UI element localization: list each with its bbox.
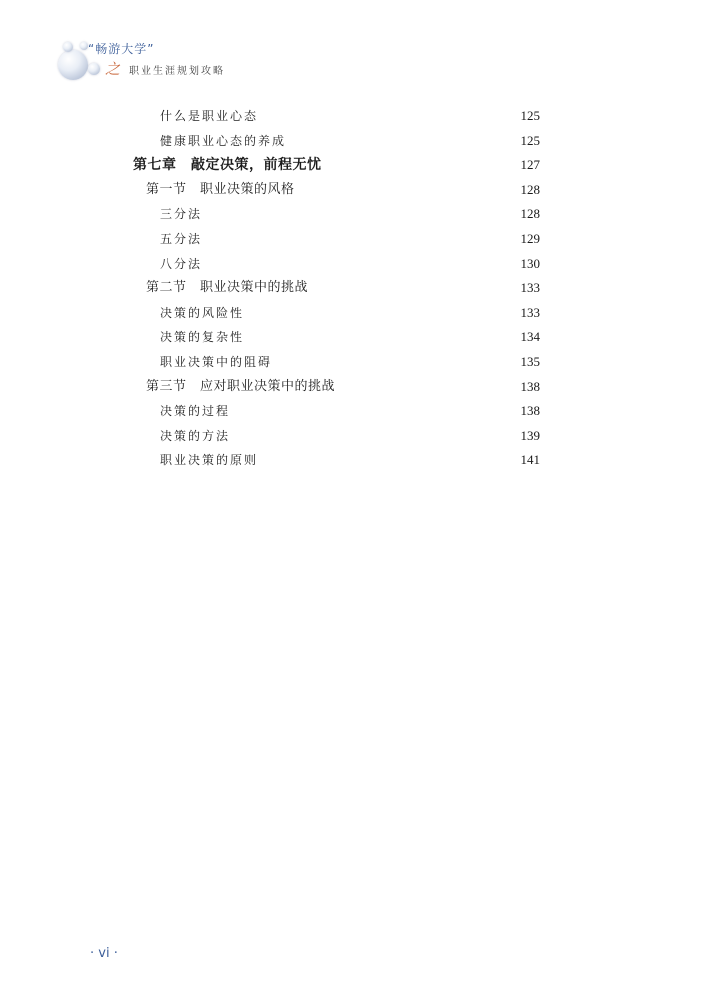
toc-section-entry[interactable] [0,375,710,400]
toc-entry-title: 决策的过程 [160,404,231,419]
toc-entry-page: 139 [520,427,540,443]
toc-entry-title: 健康职业心态的养成 [160,133,287,148]
toc-entry-title: 第一节 职业决策的风格 [146,181,295,197]
toc-entry-page: 127 [520,157,540,173]
toc-entry-page: 128 [520,206,540,222]
toc-subsection-entry[interactable] [0,448,710,473]
toc-entry-title: 决策的风险性 [160,305,245,320]
page-header [0,0,710,90]
toc-subsection-entry[interactable] [0,325,710,350]
toc-subsection-entry[interactable] [0,424,710,449]
toc-subsection-entry[interactable] [0,399,710,424]
bubble-decoration-icon [80,42,88,50]
toc-entry-title: 职业决策的原则 [160,453,259,468]
toc-entry-page: 130 [520,255,540,271]
table-of-contents [0,104,710,473]
toc-entry-page: 134 [520,329,540,345]
toc-subsection-entry[interactable] [0,202,710,227]
toc-entry-title: 职业决策中的阻碍 [160,354,273,369]
series-connector: 之 [105,60,121,78]
toc-entry-title: 五分法 [160,231,203,246]
toc-subsection-entry[interactable] [0,227,710,252]
bubble-decoration-icon [63,42,73,52]
toc-entry-title: 八分法 [160,256,203,271]
page-number: · vi · [90,946,118,961]
toc-entry-page: 125 [520,132,540,148]
toc-entry-title: 决策的方法 [160,428,231,443]
toc-entry-title: 第三节 应对职业决策中的挑战 [146,378,336,394]
toc-entry-title: 第七章 敲定决策，前程无忧 [133,157,322,174]
toc-subsection-entry[interactable] [0,350,710,375]
toc-entry-page: 133 [520,304,540,320]
toc-entry-page: 125 [520,108,540,123]
toc-entry-title: 什么是职业心态 [160,109,259,123]
toc-chapter-entry[interactable] [0,153,710,178]
toc-entry-page: 133 [520,280,540,296]
toc-entry-page: 138 [520,378,540,394]
toc-entry-title: 决策的复杂性 [160,330,245,345]
bubble-decoration-icon [58,50,88,80]
toc-entry-title: 第二节 职业决策中的挑战 [146,280,309,296]
toc-entry-page: 138 [520,403,540,419]
toc-entry-page: 129 [520,230,540,246]
series-title: “畅游大学” [88,42,155,56]
toc-entry-page: 128 [520,181,540,197]
toc-subsection-entry[interactable] [0,301,710,326]
toc-entry-page: 141 [520,452,540,468]
book-subtitle: 职业生涯规划攻略 [129,66,225,77]
toc-entry-page: 135 [520,353,540,369]
toc-entry-title: 三分法 [160,207,203,222]
toc-section-entry[interactable] [0,178,710,203]
bubble-decoration-icon [88,63,100,75]
toc-subsection-entry[interactable] [0,252,710,277]
toc-subsection-entry[interactable] [0,104,710,129]
toc-subsection-entry[interactable] [0,129,710,154]
toc-section-entry[interactable] [0,276,710,301]
